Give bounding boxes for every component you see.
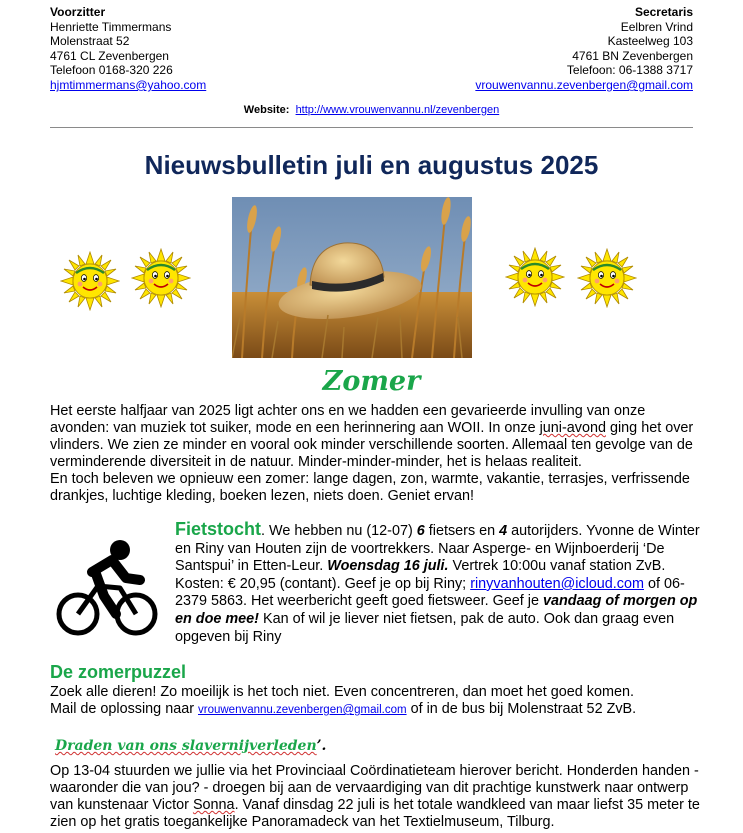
fietstocht-date: Woensdag 16 juli. (327, 558, 449, 575)
straw-hat-wheat-photo (232, 197, 472, 358)
zomer-heading: Zomer (322, 366, 421, 397)
zomerpuzzel-paragraph (50, 684, 700, 719)
fietstocht-text-5: of 06-2379 5863. Het weerbericht geeft goed fietsweer. Geef je (175, 575, 685, 610)
secretary-street: Kasteelweg 103 (607, 34, 693, 49)
draden-heading-tail: ’. (316, 738, 327, 754)
fietstocht-text-2: fietsers en (424, 523, 500, 539)
secretary-contact (475, 5, 693, 93)
fietstocht-text-6: Kan of wil je liever niet fietsen, pak de auto. Ook dan graag even opgeven bij Riny (175, 610, 675, 645)
website-line (0, 104, 743, 116)
draden-heading-text: Draden van ons slavernijverleden (55, 738, 317, 754)
fietstocht-block (175, 521, 700, 646)
zomerpuzzel-line-2b: of in de bus bij Molenstraat 52 ZvB. (406, 701, 637, 717)
draden-heading (55, 738, 326, 754)
website-link[interactable]: http://www.vrouwenvannu.nl/zevenbergen (295, 104, 500, 116)
header-divider (50, 127, 693, 128)
chair-contact (50, 5, 206, 93)
riny-email-link[interactable]: rinyvanhouten@icloud.com (470, 575, 644, 592)
secretary-email-link[interactable]: vrouwenvannu.zevenbergen@gmail.com (475, 77, 693, 92)
fietstocht-emphasis: vandaag of morgen op en doe mee! (175, 593, 698, 627)
autorijders-count: 4 (499, 523, 508, 539)
chair-role: Voorzitter (50, 5, 106, 19)
zomerpuzzel-heading: De zomerpuzzel (50, 662, 187, 682)
fietstocht-text-1: . We hebben nu (12-07) (261, 523, 417, 539)
chair-city: 4761 CL Zevenbergen (50, 48, 169, 63)
puzzel-email-link[interactable]: vrouwenvannu.zevenbergen@gmail.com (198, 704, 407, 716)
zomer-paragraph (50, 403, 700, 505)
page-title: Nieuwsbulletin juli en augustus 2025 (144, 150, 599, 180)
secretary-name: Eelbren Vrind (620, 19, 693, 34)
fietsers-count: 6 (416, 523, 425, 539)
zomerpuzzel-line-1: Zoek alle dieren! Zo moeilijk is het toch niet. Even concentreren, dan moet het goed komen. (50, 684, 634, 700)
secretary-city: 4761 BN Zevenbergen (572, 48, 693, 63)
zomer-text-4: En toch beleven we opnieuw een zomer: lange dagen, zon, warmte, vakantie, terrasjes, verfrissende drankjes, luchtige kleding, boeken lezen, niets doen. Geniet ervan! (50, 471, 690, 504)
chair-email-link[interactable]: hjmtimmermans@yahoo.com (50, 77, 207, 92)
zomer-text-3: ging het over vlinders. We zien ze minder en vooral ook minder verschillende soorten. Allemaal ten gevolge van de verminderende diversiteit in de natuur. Minder-minder-minder, het is helaas realiteit. (50, 420, 694, 470)
zomer-text-2: juni-avond (539, 420, 606, 436)
draden-text-1: Op 13-04 stuurden we jullie via het Provinciaal Coördinatieteam hierover bericht. Honderden handen - waaronder die van jou? - droegen bij aan de vervaardiging van dit prachtige kunstwerk naar ontwerp van kunstenaar Victor (50, 763, 699, 813)
chair-street: Molenstraat 52 (50, 34, 130, 49)
fietstocht-text-3: autorijders. Yvonne de Winter en Riny van Houten zijn de voortrekkers. Naar Asperge- en Wijnboerderij ‘De Santspui’ in Etten-Leur. (175, 523, 700, 575)
draden-paragraph (50, 763, 700, 831)
zomer-text-1: Het eerste halfjaar van 2025 ligt achter ons en we hadden een gevarieerde invulling van onze avonden: van muziek tot suiker, mode en een herinnering aan WOII. In onze (50, 403, 646, 436)
chair-phone: Telefoon 0168-320 226 (50, 63, 173, 78)
sun-icon (505, 247, 565, 307)
chair-name: Henriette Timmermans (50, 19, 172, 34)
draden-artist-name: Sonna (192, 797, 235, 813)
draden-text-2: . Vanaf dinsdag 22 juli is het totale wandkleed van maar liefst 35 meter te zien op het gratis toegankelijke Panoramadeck van het Textielmuseum, Tilburg. (50, 797, 700, 830)
secretary-role: Secretaris (634, 5, 693, 19)
sun-icon (577, 248, 637, 308)
bicycle-icon (56, 538, 158, 638)
fietstocht-heading: Fietstocht (175, 519, 262, 539)
sun-icon (131, 248, 191, 308)
secretary-phone: Telefoon: 06-1388 3717 (566, 63, 693, 78)
zomerpuzzel-line-2a: Mail de oplossing naar (50, 701, 198, 717)
sun-icon (60, 251, 120, 311)
website-label: Website: (243, 104, 290, 116)
fietstocht-text-4: Vertrek 10:00u vanaf station ZvB. Kosten: € 20,95 (contant). Geef je op bij Riny; (175, 558, 666, 592)
